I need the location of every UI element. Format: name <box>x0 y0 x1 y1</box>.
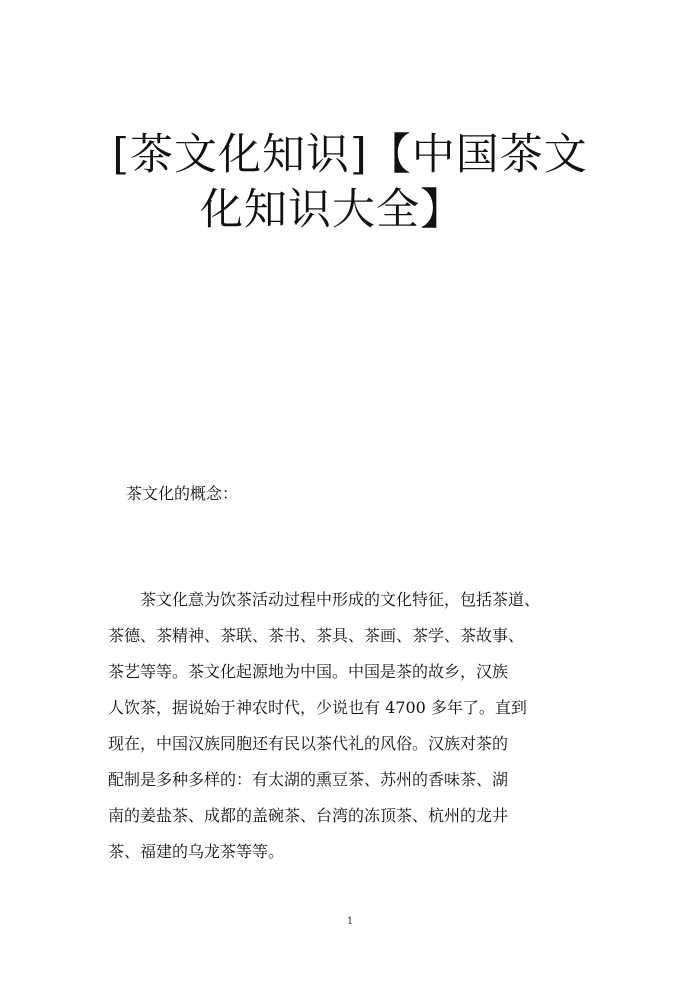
paragraph-line: 南的姜盐茶、成都的盖碗茶、台湾的冻顶茶、杭州的龙井 <box>108 806 509 825</box>
paragraph-line: 人饮茶，据说始于神农时代，少说也有 4700 多年了。直到 <box>108 698 527 717</box>
paragraph-line: 配制是多种多样的：有太湖的熏豆茶、苏州的香味茶、湖 <box>108 770 509 789</box>
section-heading: 茶文化的概念： <box>126 484 239 503</box>
document-title-line-1: [茶文化知识]【中国茶文 <box>112 130 588 180</box>
paragraph-line: 茶文化意为饮茶活动过程中形成的文化特征，包括茶道、 <box>108 590 541 609</box>
paragraph-line: 茶德、茶精神、茶联、茶书、茶具、茶画、茶学、茶故事、 <box>108 626 525 645</box>
paragraph-line: 茶、福建的乌龙茶等等。 <box>108 842 285 861</box>
paragraph-line: 茶艺等等。茶文化起源地为中国。中国是茶的故乡，汉族 <box>108 662 509 681</box>
page-number: 1 <box>346 916 354 927</box>
document-title-line-2: 化知识大全】 <box>200 185 464 235</box>
paragraph-line: 现在，中国汉族同胞还有民以茶代礼的风俗。汉族对茶的 <box>108 734 509 753</box>
